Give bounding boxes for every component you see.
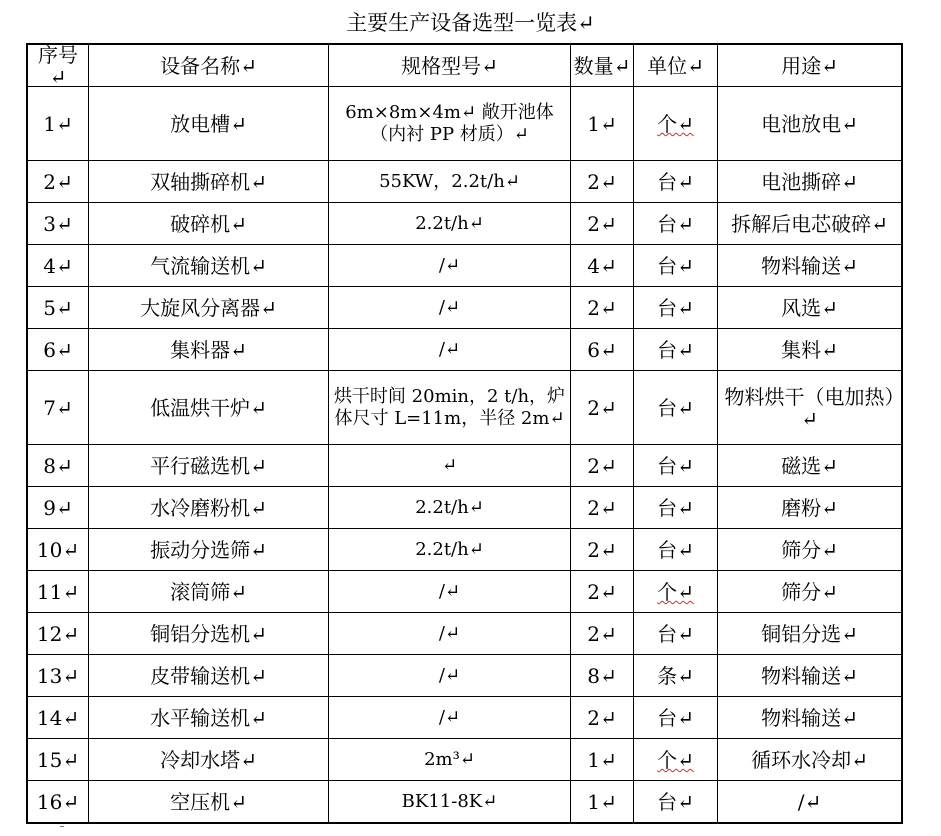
table-header-row (28, 42, 901, 89)
col-use-text: /↵ (797, 790, 822, 814)
col-unit-text: 台↵ (657, 622, 694, 646)
col-no-text: 4↵ (43, 254, 73, 278)
col-qty (570, 287, 633, 329)
col-name-text: 平行磁选机↵ (150, 454, 267, 478)
col-qty (570, 371, 633, 445)
header-col-unit-text: 单位↵ (647, 53, 704, 78)
col-no (28, 529, 88, 571)
col-name (88, 739, 328, 781)
col-unit-text: 台↵ (657, 396, 694, 420)
col-qty-text: 2↵ (587, 396, 617, 420)
col-spec-text: 2.2t/h↵ (415, 213, 484, 234)
col-use-text: 物料输送↵ (761, 664, 858, 688)
col-use-text: 电池撕碎↵ (761, 170, 858, 194)
table-row (28, 612, 901, 655)
col-name (88, 655, 328, 697)
col-use (717, 287, 901, 329)
col-unit (633, 529, 717, 571)
col-no-text: 2↵ (43, 170, 73, 194)
header-col-use-text: 用途↵ (781, 53, 838, 78)
col-use (717, 445, 901, 487)
col-unit-text: 台↵ (657, 254, 694, 278)
col-use (717, 245, 901, 287)
col-spec (328, 445, 570, 487)
col-no-text: 5↵ (43, 296, 73, 320)
col-spec-text: /↵ (438, 665, 461, 686)
col-use-text: 物料烘干（电加热）↵ (724, 385, 895, 431)
col-qty (570, 781, 633, 823)
col-name-text: 水平输送机↵ (150, 706, 267, 730)
col-use-text: 物料输送↵ (761, 706, 858, 730)
col-unit-text: 个↵ (657, 748, 694, 772)
col-name-text: 皮带输送机↵ (150, 664, 267, 688)
col-qty (570, 203, 633, 245)
col-use-text: 磁选↵ (781, 454, 838, 478)
col-qty-text: 2↵ (587, 538, 617, 562)
col-use (717, 371, 901, 445)
col-unit-text: 台↵ (657, 454, 694, 478)
table-row (28, 570, 901, 613)
col-spec (328, 571, 570, 613)
col-unit-text: 台↵ (657, 170, 694, 194)
col-name-text: 双轴撕碎机↵ (150, 170, 267, 194)
col-qty-text: 2↵ (587, 454, 617, 478)
col-use (717, 613, 901, 655)
col-qty-text: 2↵ (587, 296, 617, 320)
col-no (28, 161, 88, 203)
col-unit (633, 739, 717, 781)
page-mark (60, 826, 64, 827)
col-qty (570, 87, 633, 161)
col-use (717, 571, 901, 613)
header-col-qty-text: 数量↵ (573, 53, 631, 78)
col-no (28, 739, 88, 781)
col-unit (633, 571, 717, 613)
col-unit (633, 287, 717, 329)
col-name (88, 613, 328, 655)
table-row (28, 244, 901, 287)
table-row (28, 160, 901, 203)
col-use (717, 161, 901, 203)
col-use-text: 筛分↵ (781, 580, 838, 604)
col-name (88, 445, 328, 487)
col-unit (633, 655, 717, 697)
col-spec-text: 2.2t/h↵ (415, 497, 484, 518)
col-spec-text: /↵ (438, 255, 461, 276)
col-unit-text: 台↵ (657, 296, 694, 320)
col-qty-text: 1↵ (587, 748, 617, 772)
col-qty (570, 739, 633, 781)
col-spec-text: BK11-8K↵ (401, 791, 498, 812)
col-unit (633, 697, 717, 739)
col-name (88, 203, 328, 245)
table-row (28, 654, 901, 697)
table-row (28, 286, 901, 329)
col-qty (570, 245, 633, 287)
col-name-text: 集料器↵ (170, 338, 247, 362)
col-qty-text: 2↵ (587, 496, 617, 520)
col-name (88, 371, 328, 445)
col-no (28, 329, 88, 371)
col-spec-text: 6m×8m×4m↵ 敞开池体（内衬 PP 材质）↵ (345, 102, 554, 145)
col-no-text: 7↵ (43, 396, 73, 420)
table-row (28, 738, 901, 781)
col-use-text: 铜铝分选↵ (761, 622, 858, 646)
col-unit (633, 329, 717, 371)
col-name (88, 161, 328, 203)
col-unit (633, 371, 717, 445)
col-unit (633, 445, 717, 487)
col-qty (570, 329, 633, 371)
col-no (28, 697, 88, 739)
col-use (717, 203, 901, 245)
col-no (28, 571, 88, 613)
col-name-text: 滚筒筛↵ (170, 580, 247, 604)
col-unit-text: 台↵ (657, 790, 694, 814)
col-use-text: 磨粉↵ (781, 496, 838, 520)
col-spec (328, 87, 570, 161)
col-use (717, 529, 901, 571)
col-spec (328, 613, 570, 655)
col-name-text: 空压机↵ (170, 790, 247, 814)
col-no (28, 287, 88, 329)
col-no-text: 15↵ (36, 748, 80, 772)
table-title: 主要生产设备选型一览表↵ (346, 11, 595, 35)
col-qty-text: 2↵ (587, 212, 617, 236)
col-spec (328, 161, 570, 203)
col-qty-text: 8↵ (587, 664, 617, 688)
col-spec (328, 203, 570, 245)
col-qty (570, 445, 633, 487)
col-name (88, 697, 328, 739)
col-no-text: 11↵ (36, 580, 80, 604)
col-spec-text: /↵ (438, 581, 461, 602)
col-unit-text: 台↵ (657, 538, 694, 562)
col-unit (633, 487, 717, 529)
col-qty-text: 2↵ (587, 170, 617, 194)
col-qty (570, 697, 633, 739)
header-col-name (88, 45, 328, 86)
col-name-text: 冷却水塔↵ (160, 748, 257, 772)
col-name (88, 287, 328, 329)
col-no (28, 203, 88, 245)
col-qty-text: 4↵ (587, 254, 617, 278)
col-unit-text: 台↵ (657, 706, 694, 730)
col-name-text: 气流输送机↵ (150, 254, 267, 278)
col-name (88, 487, 328, 529)
col-no-text: 16↵ (36, 790, 80, 814)
col-spec-text: /↵ (438, 623, 461, 644)
header-col-no (28, 42, 88, 89)
col-qty (570, 529, 633, 571)
col-unit-text: 条↵ (657, 664, 694, 688)
col-unit-text: 台↵ (657, 496, 694, 520)
col-name-text: 放电槽↵ (170, 112, 247, 136)
col-qty (570, 487, 633, 529)
header-col-qty (570, 45, 633, 86)
col-no-text: 6↵ (43, 338, 73, 362)
col-spec (328, 781, 570, 823)
col-qty-text: 6↵ (587, 338, 617, 362)
col-no-text: 8↵ (43, 454, 73, 478)
table-row (28, 780, 901, 823)
col-name (88, 529, 328, 571)
table-row (28, 202, 901, 245)
col-name-text: 破碎机↵ (170, 212, 247, 236)
col-use (717, 739, 901, 781)
col-use (717, 655, 901, 697)
table-row (28, 86, 901, 161)
col-unit-text: 台↵ (657, 338, 694, 362)
col-use (717, 329, 901, 371)
col-use (717, 697, 901, 739)
col-no-text: 12↵ (36, 622, 80, 646)
header-col-unit (633, 45, 717, 86)
col-unit (633, 161, 717, 203)
col-unit (633, 87, 717, 161)
col-no (28, 87, 88, 161)
col-spec (328, 655, 570, 697)
col-qty (570, 655, 633, 697)
col-no (28, 371, 88, 445)
col-spec-text: ↵ (441, 455, 458, 476)
col-no-text: 10↵ (36, 538, 80, 562)
col-no (28, 445, 88, 487)
col-no-text: 3↵ (43, 212, 73, 236)
col-spec-text: 2.2t/h↵ (415, 539, 484, 560)
col-no-text: 9↵ (43, 496, 73, 520)
col-use-text: 电池放电↵ (761, 112, 858, 136)
col-no-text: 13↵ (36, 664, 80, 688)
col-no (28, 613, 88, 655)
col-spec-text: 55KW，2.2t/h↵ (379, 171, 520, 192)
col-no (28, 655, 88, 697)
col-spec (328, 329, 570, 371)
col-spec (328, 487, 570, 529)
header-col-spec (328, 45, 570, 86)
col-use-text: 拆解后电芯破碎↵ (731, 212, 888, 236)
table-row (28, 328, 901, 371)
col-use (717, 781, 901, 823)
table-row (28, 444, 901, 487)
col-spec (328, 739, 570, 781)
col-unit-text: 台↵ (657, 212, 694, 236)
col-qty (570, 613, 633, 655)
header-col-spec-text: 规格型号↵ (401, 53, 498, 78)
col-name (88, 571, 328, 613)
header-col-no-text: 序号↵ (38, 42, 78, 89)
col-unit-text: 个↵ (657, 112, 694, 136)
col-name (88, 781, 328, 823)
col-spec (328, 529, 570, 571)
col-no (28, 245, 88, 287)
col-unit (633, 613, 717, 655)
col-qty (570, 571, 633, 613)
col-spec (328, 371, 570, 445)
col-use-text: 集料↵ (781, 338, 838, 362)
col-spec-text: /↵ (438, 297, 461, 318)
col-name-text: 低温烘干炉↵ (150, 396, 267, 420)
col-qty-text: 1↵ (587, 112, 617, 136)
col-use-text: 循环水冷却↵ (751, 748, 868, 772)
col-qty (570, 161, 633, 203)
col-name-text: 水冷磨粉机↵ (150, 496, 267, 520)
col-use-text: 风选↵ (781, 296, 838, 320)
col-use (717, 487, 901, 529)
table-row (28, 486, 901, 529)
col-no (28, 487, 88, 529)
col-spec-text: 烘干时间 20min，2 t/h，炉体尺寸 L=11m，半径 2m↵ (333, 386, 566, 429)
equipment-table (26, 43, 903, 824)
col-spec-text: /↵ (438, 339, 461, 360)
col-qty-text: 1↵ (587, 790, 617, 814)
col-unit-text: 个↵ (657, 580, 694, 604)
table-row (28, 528, 901, 571)
col-name-text: 铜铝分选机↵ (150, 622, 267, 646)
col-no (28, 781, 88, 823)
col-no-text: 1↵ (43, 112, 73, 136)
col-spec (328, 245, 570, 287)
col-use (717, 87, 901, 161)
col-qty-text: 2↵ (587, 622, 617, 646)
col-name (88, 87, 328, 161)
col-use-text: 物料输送↵ (761, 254, 858, 278)
col-name (88, 245, 328, 287)
col-name (88, 329, 328, 371)
col-qty-text: 2↵ (587, 580, 617, 604)
col-use-text: 筛分↵ (781, 538, 838, 562)
col-qty-text: 2↵ (587, 706, 617, 730)
table-row (28, 370, 901, 445)
col-unit (633, 245, 717, 287)
table-row (28, 696, 901, 739)
col-spec (328, 287, 570, 329)
col-unit (633, 203, 717, 245)
col-no-text: 14↵ (36, 706, 80, 730)
col-spec (328, 697, 570, 739)
col-name-text: 振动分选筛↵ (150, 538, 267, 562)
col-name-text: 大旋风分离器↵ (140, 296, 277, 320)
col-unit (633, 781, 717, 823)
col-spec-text: /↵ (438, 707, 461, 728)
header-col-use (717, 45, 901, 86)
header-col-name-text: 设备名称↵ (160, 53, 257, 78)
col-spec-text: 2m³↵ (424, 749, 475, 770)
